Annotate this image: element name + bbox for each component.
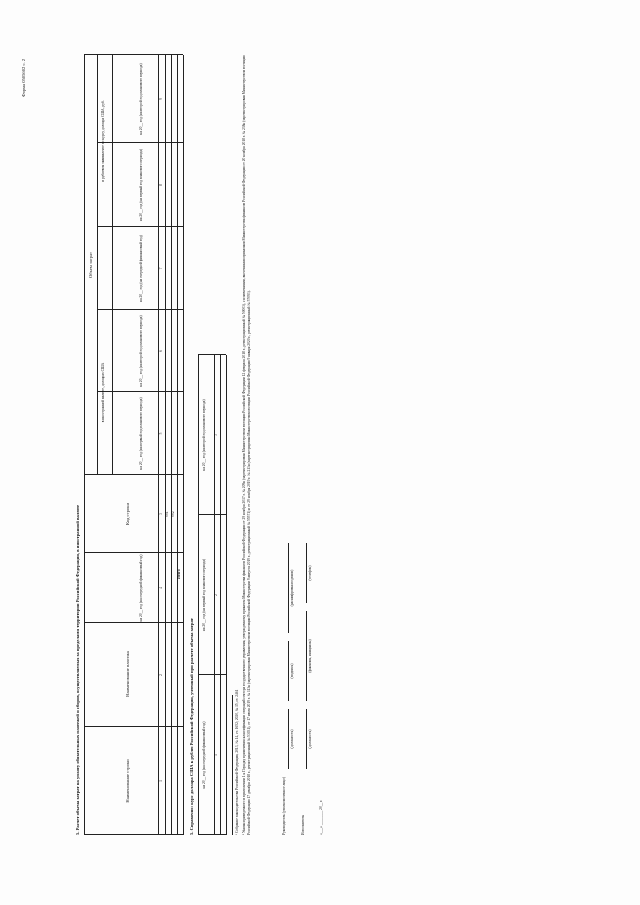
header-foreign-group: в иностранной валюте, долларах США [101,362,105,423]
footnote-2: ² Указан приведенного в приложении 1 к Порядку применения классификации операций сектора государственного управления, утвержденному приказом Министерства финансов Российской Федерации от 29 ноября 2017 г. № 209н (зарегистрирован Министерством юстиции Российской Федерации 12 февраля 2018 г., регистрационный № 50003), с изменениями, внесенными приказами Министерства финансов Российской Федерации от 20 ноября 2018 г. № 238н (зарегистрирован Министерством юстиции Российской Федерации 17 декабря 2018 г., регистрационный № 53031), от 17 июля 2019 г. № 113н (зарегистрирован Министерством юстиции Российской Федерации 9 августа 2019 г., регистрационный № 55571) и от 29 ноября 2019 г. № 213н (зарегистрирован Министерством юстиции Российской Федерации 9 января 2020 г., регистрационный № 57093). [242,55,251,835]
head-label: Руководитель (уполномоченное лицо) [282,776,286,835]
col-num-8: 8 [159,184,163,186]
header-row-name: Наименование строки [125,759,130,803]
header-col6-year: на 20__ год (на второй год планового периода) [139,315,143,387]
date-line: «___» ________ 20__ г. [319,799,323,835]
header-col4-year: на 20__ год (на очередной финансовый год) [139,554,143,622]
head-signature-caption: (подпись) [290,663,294,679]
col-num-1: 1 [159,780,163,782]
col-num-7: 7 [159,267,163,270]
rate-col2-header: на 20__ год (на первый год планового периода) [202,558,206,632]
executor-position-caption: (должность) [308,729,312,749]
header-rub-group: в рублевом эквиваленте по курсу доллара США, руб. [101,100,105,182]
col-num-4: 4 [159,587,163,589]
executor-phone-caption: (телефон) [308,565,312,581]
col-num-5: 5 [159,432,163,435]
section5-title: 5. Расчет объема затрат на уплату обязательных платежей и сборов, осуществляемых за пределами территории Российской Федерации, в иностранной валюте [75,504,80,835]
header-row-code: Код строки [125,503,130,525]
header-col7-year: на 20__ год (на очередной финансовый год) [139,235,143,302]
form-number: Форма 0505602 с. 2 [21,58,26,97]
head-name-caption: (расшифровка подписи) [290,569,294,607]
header-payment-name: Наименование платежа [125,651,130,697]
col-num-3: 3 [159,513,163,515]
total-label: Итого [177,569,181,579]
header-col8-year: на 20__ год (на первый год планового периода) [139,148,143,222]
header-volume: Объем затрат [88,251,93,279]
executor-label: Исполнитель [301,814,305,835]
header-col9-year: на 20__ год (на второй год планового периода) [139,63,143,135]
section6-title: 5. Справочно: курс доллара США к рублю Российской Федерации, учтенный при расчете объема затрат [189,618,194,835]
col-num-9: 9 [159,98,163,100]
rate-num-1: 1 [214,754,218,756]
row-code-001: 001 [165,511,169,517]
executor-fio-caption: (фамилия, инициалы) [308,639,312,673]
head-position-caption: (должность) [290,729,294,749]
rate-col3-header: на 20__ год (на второй год планового периода) [202,399,206,471]
col-num-2: 2 [159,674,163,676]
col-num-6: 6 [159,350,163,352]
header-col5-year: на 20__ год (на первый год планового периода) [139,397,143,470]
row-code-002: 002 [171,511,175,517]
rate-num-2: 2 [214,594,218,596]
footnote-1: ¹ Собрание законодательства Российской Федерации, 2013, № 14, ст. 1652; 2020, № 15, ст. 2461 [235,689,239,835]
rate-col1-header: на 20__ год (на очередной финансовый год) [202,721,206,789]
rate-num-3: 3 [214,434,218,436]
